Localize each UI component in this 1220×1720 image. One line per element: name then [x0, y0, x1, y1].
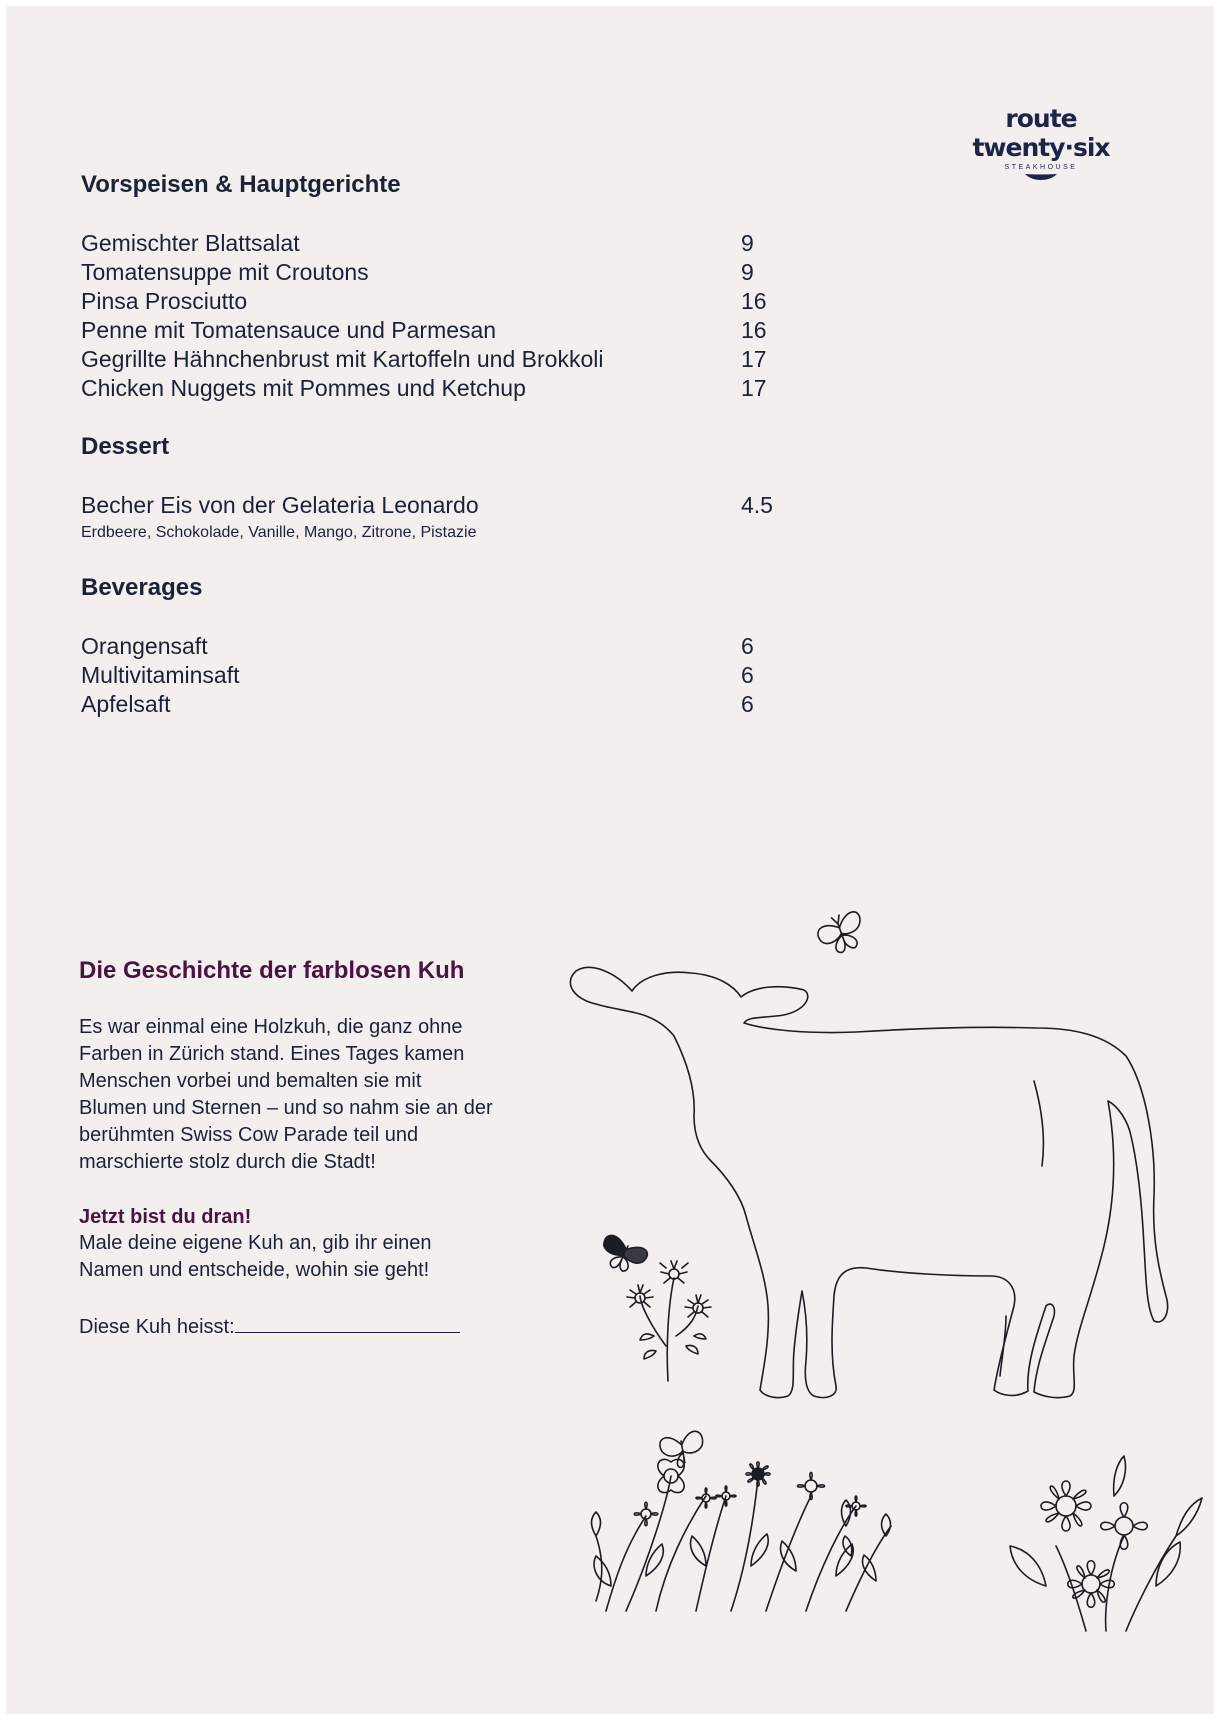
- section-title: Beverages: [81, 574, 203, 601]
- daisy-icon: [627, 1261, 711, 1381]
- story-line: berühmten Swiss Cow Parade teil und: [79, 1124, 419, 1146]
- item-name: Becher Eis von der Gelateria Leonardo: [81, 492, 479, 518]
- story-title: Die Geschichte der farblosen Kuh: [79, 957, 465, 984]
- cow-outline-icon: [570, 967, 1167, 1397]
- item-price: 6: [741, 662, 754, 688]
- name-label: Diese Kuh heisst:: [79, 1316, 235, 1338]
- menu-page: [6, 6, 1214, 1714]
- brand-name: route twenty·six: [972, 104, 1110, 162]
- butterfly-icon: [596, 1232, 650, 1278]
- story-callout: Jetzt bist du dran!: [79, 1206, 252, 1228]
- prompt-line: Namen und entscheide, wohin sie geht!: [79, 1259, 430, 1281]
- item-name: Orangensaft: [81, 633, 208, 659]
- item-name: Chicken Nuggets mit Pommes und Ketchup: [81, 375, 526, 401]
- item-price: 4.5: [741, 492, 773, 518]
- butterfly-icon: [814, 909, 869, 958]
- item-name: Multivitaminsaft: [81, 662, 240, 688]
- wildflower-meadow-icon: [592, 1430, 892, 1611]
- item-price: 9: [741, 259, 754, 285]
- flower-cluster-icon: [1010, 1456, 1202, 1631]
- item-name: Tomatensuppe mit Croutons: [81, 259, 369, 285]
- story-line: Es war einmal eine Holzkuh, die ganz ohne: [79, 1016, 463, 1038]
- section-title: Vorspeisen & Hauptgerichte: [81, 171, 401, 198]
- item-price: 6: [741, 691, 754, 717]
- prompt-line: Male deine eigene Kuh an, gib ihr einen: [79, 1232, 432, 1254]
- item-price: 9: [741, 230, 754, 256]
- item-price: 16: [741, 317, 767, 343]
- section-title: Dessert: [81, 433, 170, 460]
- item-price: 17: [741, 346, 767, 372]
- brand-tagline: STEAKHOUSE: [1004, 164, 1078, 171]
- item-name: Penne mit Tomatensauce und Parmesan: [81, 317, 497, 343]
- story-line: Farben in Zürich stand. Eines Tages kamen: [79, 1043, 465, 1065]
- item-price: 17: [741, 375, 767, 401]
- story-line: Menschen vorbei und bemalten sie mit: [79, 1070, 422, 1092]
- item-name: Apfelsaft: [81, 691, 171, 717]
- item-price: 16: [741, 288, 767, 314]
- story-line: marschierte stolz durch die Stadt!: [79, 1151, 376, 1173]
- item-name: Pinsa Prosciutto: [81, 288, 248, 314]
- story-line: Blumen und Sternen – und so nahm sie an der: [79, 1097, 493, 1119]
- item-name: Gegrillte Hähnchenbrust mit Kartoffeln und Brokkoli: [81, 346, 604, 372]
- item-name: Gemischter Blattsalat: [81, 230, 300, 256]
- dessert-flavors: Erdbeere, Schokolade, Vanille, Mango, Zitrone, Pistazie: [81, 524, 477, 541]
- coloring-illustration: [6, 6, 1214, 1714]
- item-price: 6: [741, 633, 754, 659]
- butterfly-icon: [658, 1430, 706, 1470]
